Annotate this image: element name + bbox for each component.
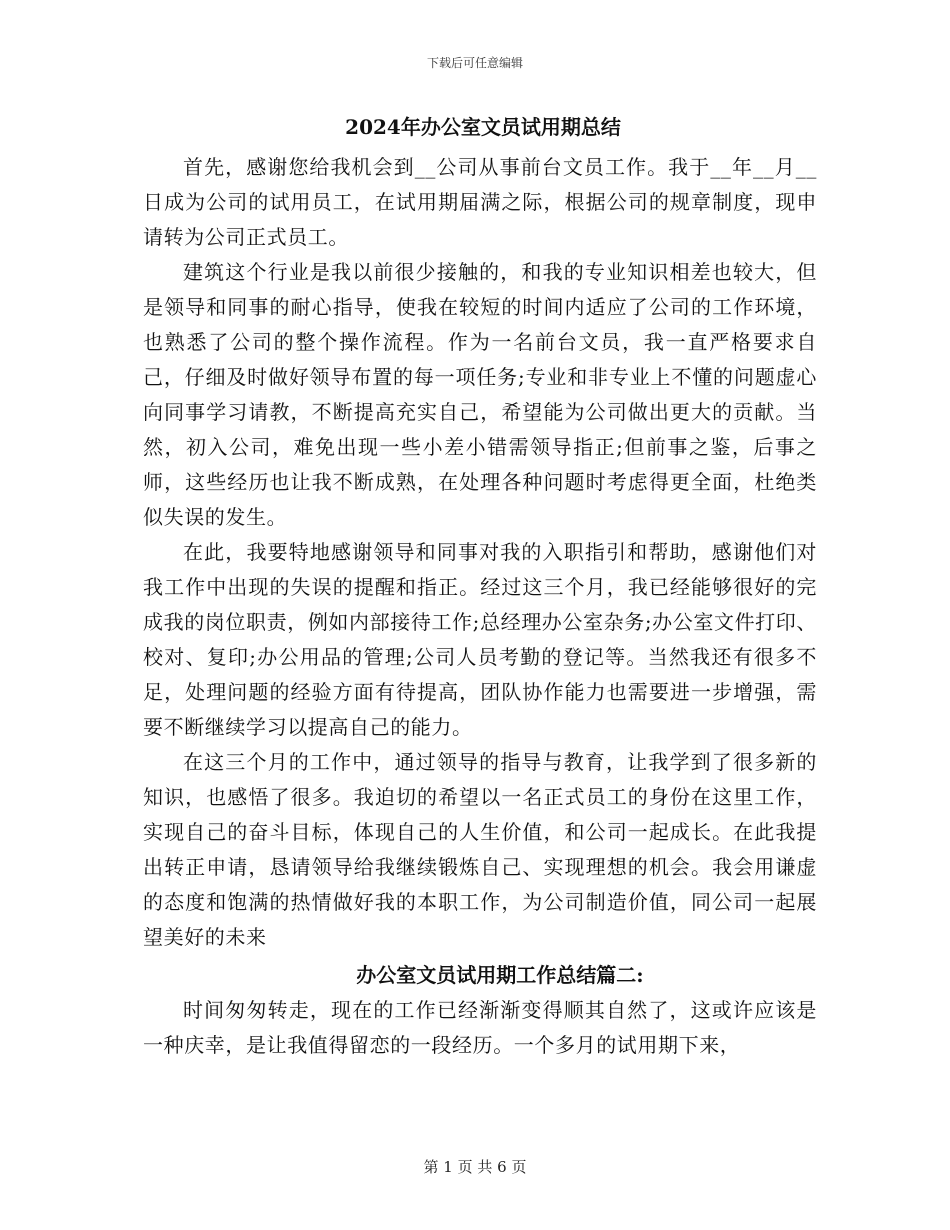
page-footer: 第 1 页 共 6 页 [423, 1158, 527, 1176]
paragraph-4: 在这三个月的工作中，通过领导的指导与教育，让我学到了很多新的知识，也感悟了很多。我迫切的希望以一名正式员工的身份在这里工作，实现自己的奋斗目标，体现自己的人生价值，和公司一起成长。在此我提出转正申请，恳请领导给我继续锻炼自己、实现理想的机会。我会用谦虚的态度和饱满的热情做好我的本职工作，为公司制造价值，同公司一起展望美好的未来 [143, 750, 817, 949]
page-header: 下载后可任意编辑 [426, 56, 523, 70]
section-2-paragraph-1: 时间匆匆转走，现在的工作已经渐渐变得顺其自然了，这或许应该是一种庆幸，是让我值得留恋的一段经历。一个多月的试用期下来， [143, 998, 817, 1057]
paragraph-2: 建筑这个行业是我以前很少接触的，和我的专业知识相差也较大，但是领导和同事的耐心指导，使我在较短的时间内适应了公司的工作环境，也熟悉了公司的整个操作流程。作为一名前台文员，我一直严格要求自己，仔细及时做好领导布置的每一项任务;专业和非专业上不懂的问题虚心向同事学习请教，不断提高充实自己，希望能为公司做出更大的贡献。当然，初入公司，难免出现一些小差小错需领导指正;但前事之鉴，后事之师，这些经历也让我不断成熟，在处理各种问题时考虑得更全面，杜绝类似失误的发生。 [143, 260, 817, 529]
paragraph-3: 在此，我要特地感谢领导和同事对我的入职指引和帮助，感谢他们对我工作中出现的失误的提醒和指正。经过这三个月，我已经能够很好的完成我的岗位职责，例如内部接待工作;总经理办公室杂务;办公室文件打印、校对、复印;办公用品的管理;公司人员考勤的登记等。当然我还有很多不足，处理问题的经验方面有待提高，团队协作能力也需要进一步增强，需要不断继续学习以提高自己的能力。 [143, 540, 817, 739]
section-2-title: 办公室文员试用期工作总结篇二: [356, 963, 644, 987]
document-body [143, 104, 817, 1063]
paragraph-1: 首先，感谢您给我机会到__公司从事前台文员工作。我于__年__月__日成为公司的试用员工，在试用期届满之际，根据公司的规章制度，现申请转为公司正式员工。 [143, 155, 817, 249]
document-title: 2024年办公室文员试用期总结 [345, 115, 621, 139]
